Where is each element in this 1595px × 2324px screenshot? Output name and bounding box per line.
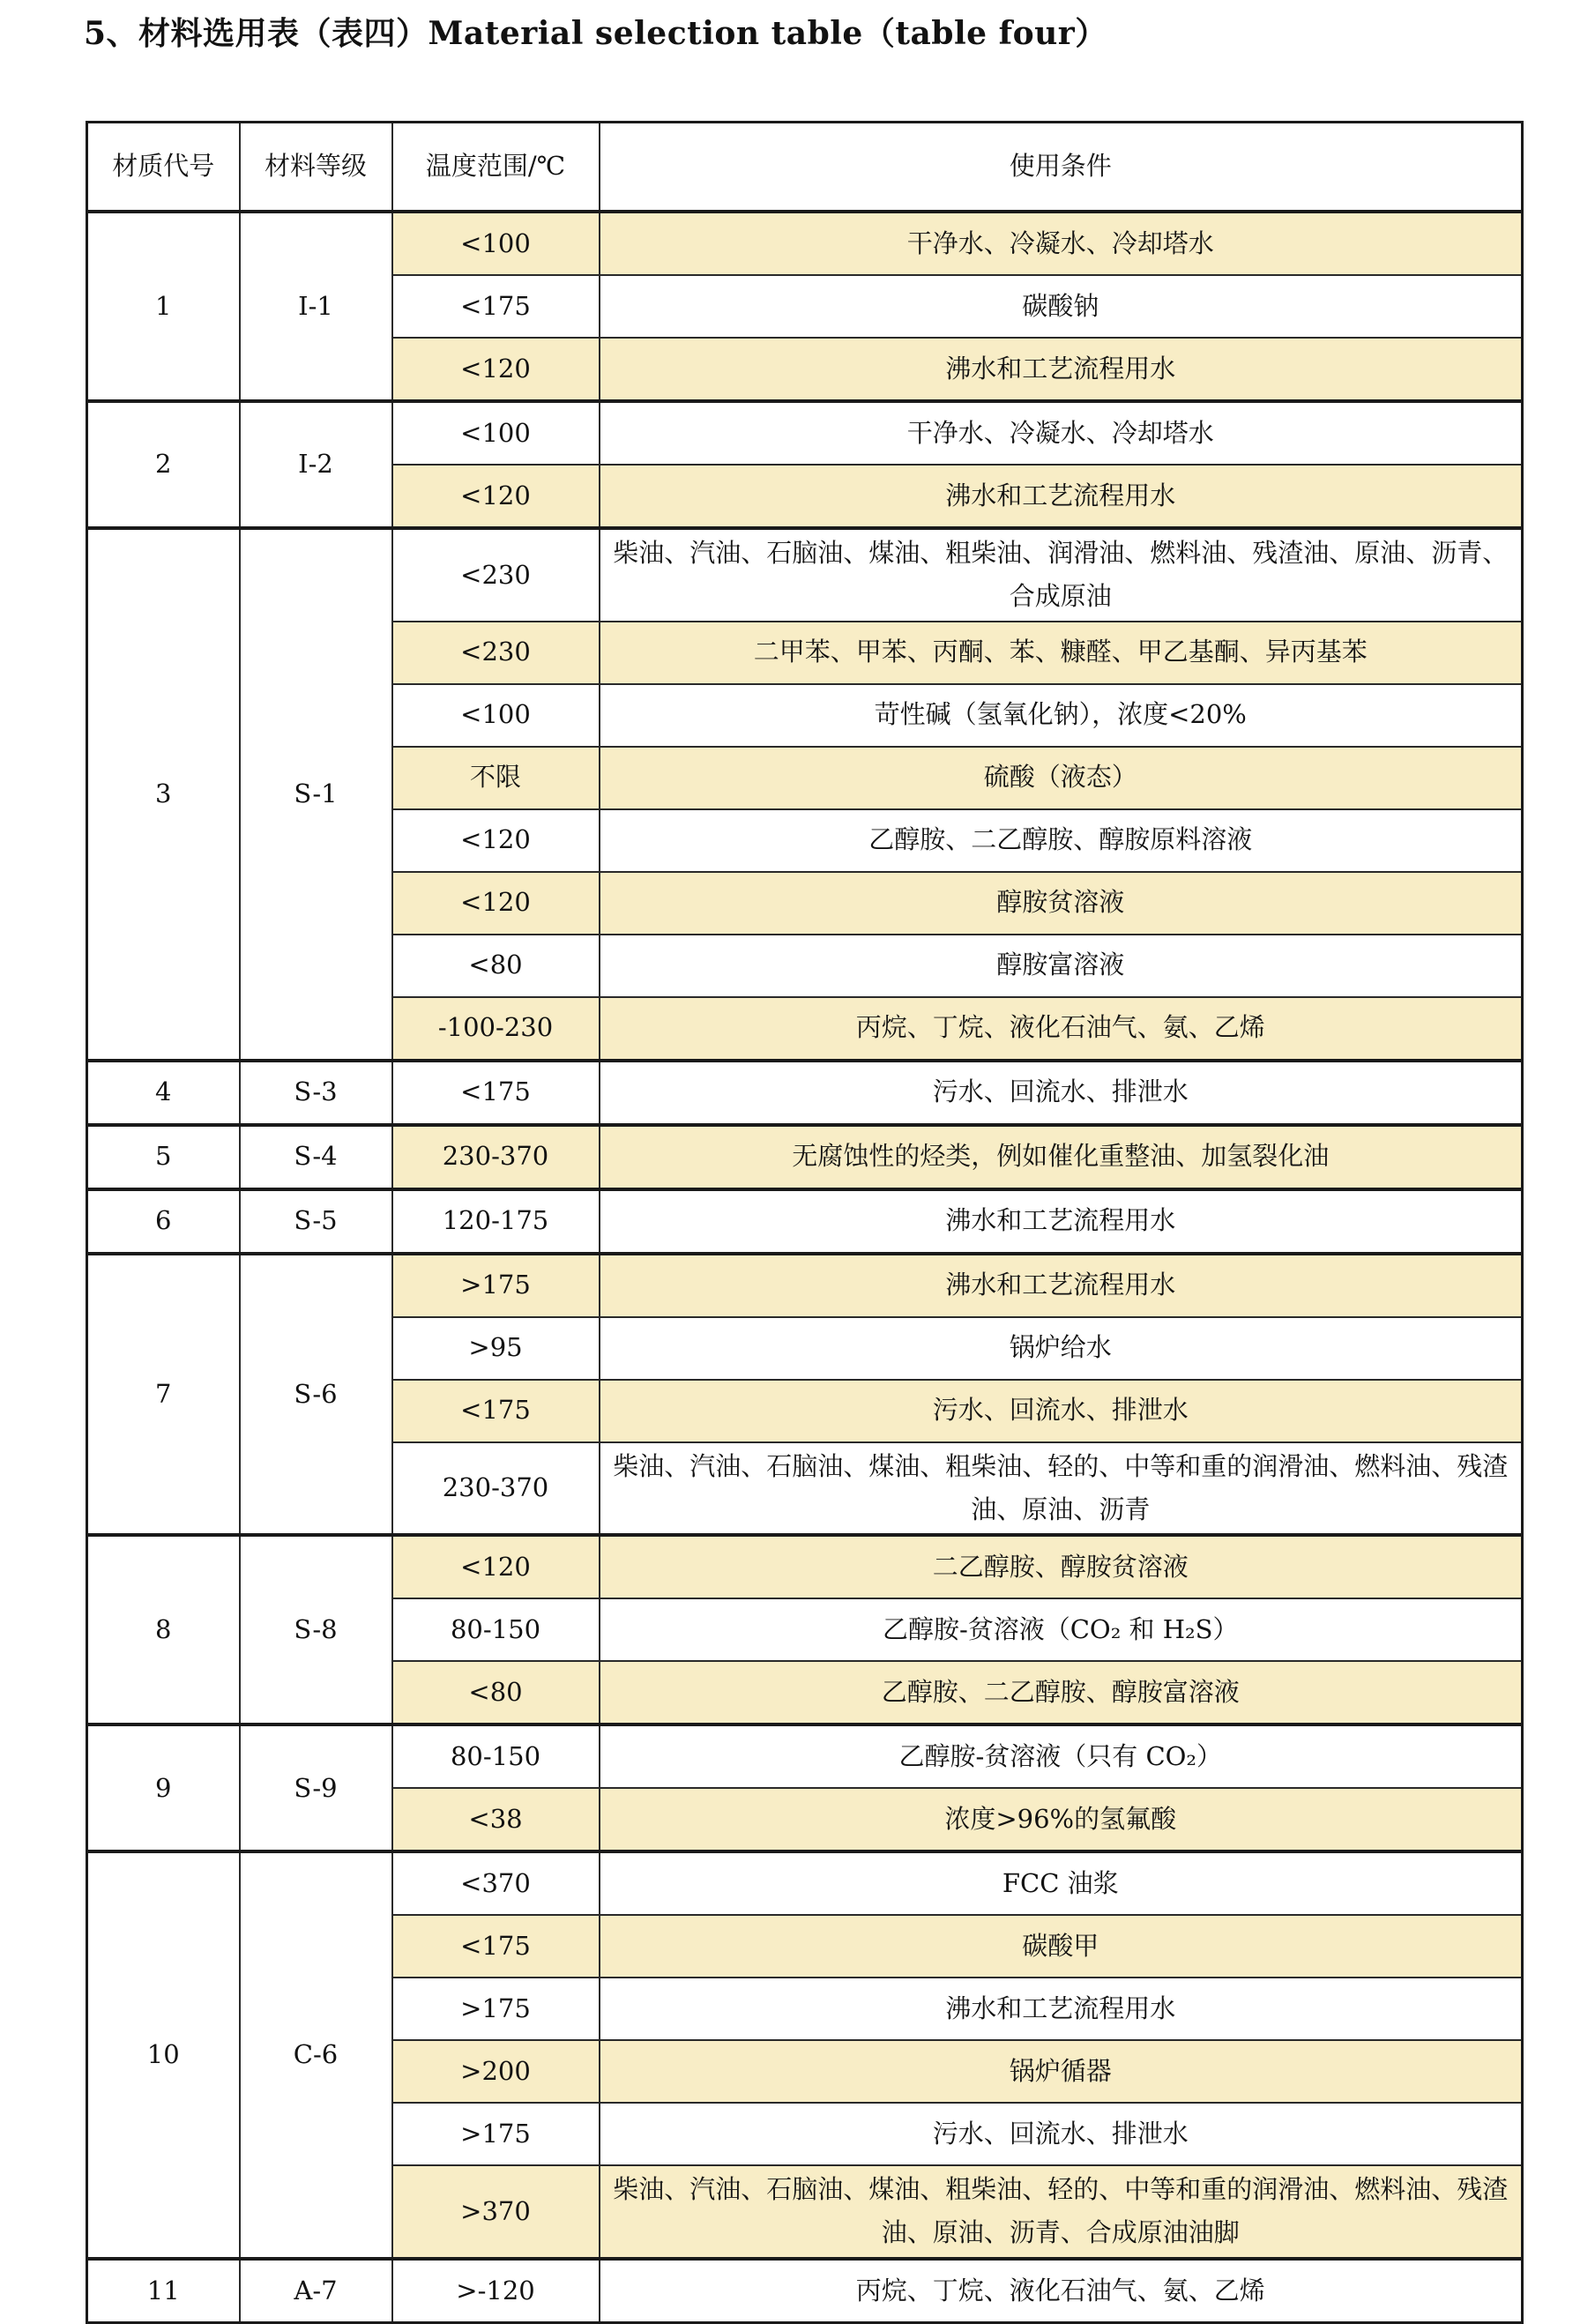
temperature-range-cell: >200	[392, 2040, 600, 2103]
temperature-range-cell: <38	[392, 1788, 600, 1851]
material-code-cell: 4	[87, 1061, 240, 1125]
material-code-cell: 10	[87, 1851, 240, 2259]
usage-condition-cell: 污水、回流水、排泄水	[600, 2103, 1523, 2165]
temperature-range-cell: 80-150	[392, 1724, 600, 1788]
usage-condition-cell: 二乙醇胺、醇胺贫溶液	[600, 1535, 1523, 1598]
temperature-range-cell: 230-370	[392, 1125, 600, 1189]
page-title: 5、材料选用表（表四）Material selection table（table four）	[84, 15, 1107, 52]
usage-condition-cell: 乙醇胺、二乙醇胺、醇胺原料溶液	[600, 809, 1523, 872]
usage-condition-cell: 醇胺富溶液	[600, 935, 1523, 997]
material-code-cell: 2	[87, 401, 240, 528]
usage-condition-cell: 无腐蚀性的烃类，例如催化重整油、加氢裂化油	[600, 1125, 1523, 1189]
header-row	[87, 123, 1523, 212]
material-grade-cell: S-3	[240, 1061, 392, 1125]
table-row	[87, 528, 1523, 622]
table-body	[87, 212, 1523, 2322]
column-header-2: 材料等级	[240, 123, 392, 212]
usage-condition-cell: 碳酸钠	[600, 275, 1523, 338]
usage-condition-cell: 醇胺贫溶液	[600, 872, 1523, 935]
column-header-1: 材质代号	[87, 123, 240, 212]
temperature-range-cell: <120	[392, 338, 600, 401]
table-row	[87, 401, 1523, 465]
temperature-range-cell: >95	[392, 1317, 600, 1380]
usage-condition-cell: FCC 油浆	[600, 1851, 1523, 1915]
material-grade-cell: S-8	[240, 1535, 392, 1724]
material-code-cell: 9	[87, 1724, 240, 1851]
material-grade-cell: S-5	[240, 1189, 392, 1254]
temperature-range-cell: <100	[392, 684, 600, 747]
temperature-range-cell: -100-230	[392, 997, 600, 1061]
temperature-range-cell: <120	[392, 872, 600, 935]
material-code-cell: 6	[87, 1189, 240, 1254]
temperature-range-cell: 230-370	[392, 1442, 600, 1536]
temperature-range-cell: <80	[392, 935, 600, 997]
usage-condition-cell: 乙醇胺-贫溶液（CO₂ 和 H₂S）	[600, 1598, 1523, 1661]
usage-condition-cell: 沸水和工艺流程用水	[600, 338, 1523, 401]
usage-condition-cell: 柴油、汽油、石脑油、煤油、粗柴油、轻的、中等和重的润滑油、燃料油、残渣油、原油、沥青、合成原油油脚	[600, 2165, 1523, 2259]
material-grade-cell: S-6	[240, 1254, 392, 1536]
temperature-range-cell: 120-175	[392, 1189, 600, 1254]
temperature-range-cell: 不限	[392, 747, 600, 809]
material-grade-cell: I-2	[240, 401, 392, 528]
temperature-range-cell: <370	[392, 1851, 600, 1915]
temperature-range-cell: <80	[392, 1661, 600, 1724]
usage-condition-cell: 干净水、冷凝水、冷却塔水	[600, 212, 1523, 275]
usage-condition-cell: 二甲苯、甲苯、丙酮、苯、糠醛、甲乙基酮、异丙基苯	[600, 622, 1523, 684]
usage-condition-cell: 锅炉给水	[600, 1317, 1523, 1380]
material-grade-cell: S-4	[240, 1125, 392, 1189]
temperature-range-cell: <230	[392, 622, 600, 684]
usage-condition-cell: 污水、回流水、排泄水	[600, 1061, 1523, 1125]
temperature-range-cell: <120	[392, 465, 600, 528]
usage-condition-cell: 锅炉循器	[600, 2040, 1523, 2103]
table-row	[87, 1061, 1523, 1125]
temperature-range-cell: <120	[392, 809, 600, 872]
material-code-cell: 1	[87, 212, 240, 401]
temperature-range-cell: >370	[392, 2165, 600, 2259]
temperature-range-cell: >-120	[392, 2259, 600, 2323]
temperature-range-cell: <175	[392, 1380, 600, 1442]
table-row	[87, 212, 1523, 275]
usage-condition-cell: 丙烷、丁烷、液化石油气、氨、乙烯	[600, 2259, 1523, 2323]
table-row	[87, 1189, 1523, 1254]
temperature-range-cell: 80-150	[392, 1598, 600, 1661]
usage-condition-cell: 硫酸（液态）	[600, 747, 1523, 809]
column-header-3: 温度范围/℃	[392, 123, 600, 212]
temperature-range-cell: >175	[392, 2103, 600, 2165]
material-code-cell: 11	[87, 2259, 240, 2323]
material-grade-cell: C-6	[240, 1851, 392, 2259]
table-row	[87, 1535, 1523, 1598]
material-code-cell: 8	[87, 1535, 240, 1724]
temperature-range-cell: <175	[392, 1915, 600, 1978]
temperature-range-cell: <120	[392, 1535, 600, 1598]
table-row	[87, 1851, 1523, 1915]
usage-condition-cell: 沸水和工艺流程用水	[600, 1978, 1523, 2040]
usage-condition-cell: 污水、回流水、排泄水	[600, 1380, 1523, 1442]
temperature-range-cell: <100	[392, 212, 600, 275]
usage-condition-cell: 乙醇胺、二乙醇胺、醇胺富溶液	[600, 1661, 1523, 1724]
temperature-range-cell: <175	[392, 275, 600, 338]
column-header-4: 使用条件	[600, 123, 1523, 212]
temperature-range-cell: >175	[392, 1978, 600, 2040]
usage-condition-cell: 沸水和工艺流程用水	[600, 1189, 1523, 1254]
temperature-range-cell: >175	[392, 1254, 600, 1317]
material-grade-cell: I-1	[240, 212, 392, 401]
material-grade-cell: A-7	[240, 2259, 392, 2323]
usage-condition-cell: 柴油、汽油、石脑油、煤油、粗柴油、轻的、中等和重的润滑油、燃料油、残渣油、原油、沥青	[600, 1442, 1523, 1536]
table-row	[87, 2259, 1523, 2323]
table-row	[87, 1724, 1523, 1788]
temperature-range-cell: <230	[392, 528, 600, 622]
material-code-cell: 7	[87, 1254, 240, 1536]
table-header	[87, 123, 1523, 212]
usage-condition-cell: 干净水、冷凝水、冷却塔水	[600, 401, 1523, 465]
material-selection-table	[86, 121, 1524, 2324]
table-row	[87, 1254, 1523, 1317]
material-grade-cell: S-9	[240, 1724, 392, 1851]
usage-condition-cell: 沸水和工艺流程用水	[600, 1254, 1523, 1317]
usage-condition-cell: 柴油、汽油、石脑油、煤油、粗柴油、润滑油、燃料油、残渣油、原油、沥青、合成原油	[600, 528, 1523, 622]
material-code-cell: 5	[87, 1125, 240, 1189]
temperature-range-cell: <175	[392, 1061, 600, 1125]
usage-condition-cell: 浓度>96%的氢氟酸	[600, 1788, 1523, 1851]
usage-condition-cell: 丙烷、丁烷、液化石油气、氨、乙烯	[600, 997, 1523, 1061]
usage-condition-cell: 碳酸甲	[600, 1915, 1523, 1978]
usage-condition-cell: 乙醇胺-贫溶液（只有 CO₂）	[600, 1724, 1523, 1788]
temperature-range-cell: <100	[392, 401, 600, 465]
material-grade-cell: S-1	[240, 528, 392, 1061]
usage-condition-cell: 沸水和工艺流程用水	[600, 465, 1523, 528]
table-row	[87, 1125, 1523, 1189]
usage-condition-cell: 苛性碱（氢氧化钠），浓度<20%	[600, 684, 1523, 747]
material-code-cell: 3	[87, 528, 240, 1061]
